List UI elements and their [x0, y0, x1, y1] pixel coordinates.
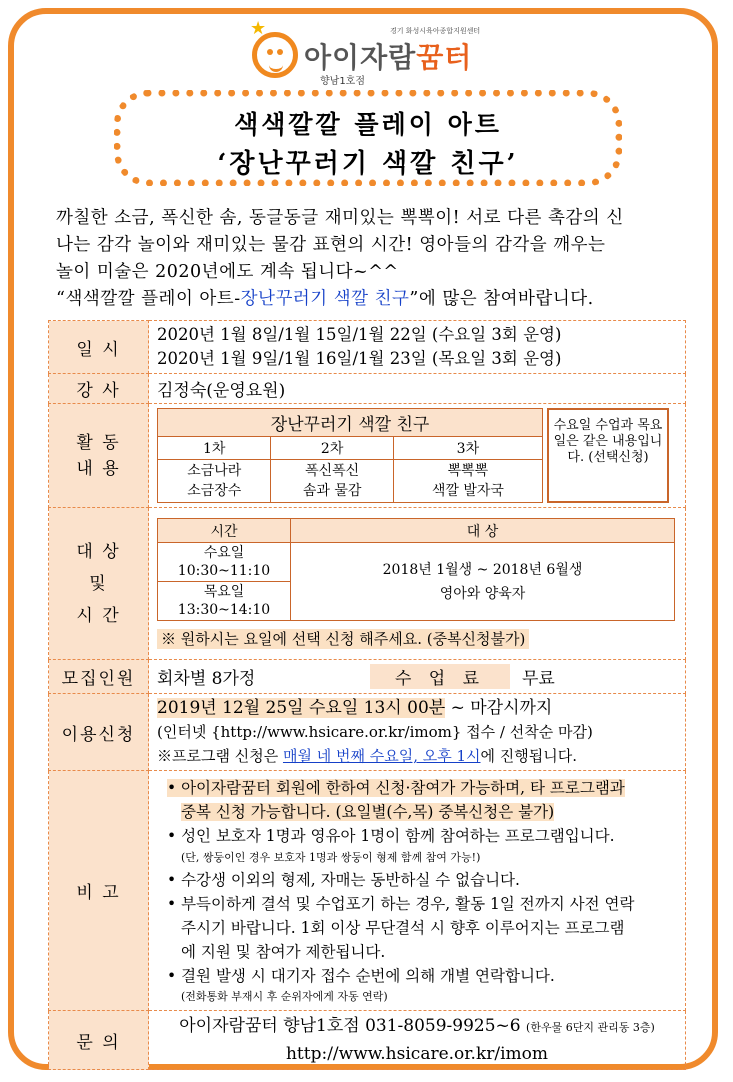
logo-name: 아이자람꿈터: [304, 41, 473, 74]
target-table: [157, 518, 675, 621]
activity-title: 장난꾸러기 색깔 친구: [158, 409, 543, 437]
target-notice: ※ 원하시는 요일에 선택 신청 해주세요. (중복신청불가): [157, 629, 529, 649]
target-cell: [149, 508, 686, 660]
page-title: 색색깔깔 플레이 아트: [234, 110, 502, 139]
title-box: [114, 90, 622, 186]
schedule-value: 2020년 1월 8일/1월 15일/1월 22일 (수요일 3회 운영) 2020년 1월 9일/1월 16일/1월 23일 (목요일 3회 운영): [149, 321, 686, 374]
remarks-label: 비 고: [49, 771, 149, 1011]
instructor-value: 김정숙(운영요원): [149, 374, 686, 404]
program-name-highlight: 장난꾸러기 색깔 친구: [240, 289, 410, 309]
round-3-content: 뽁뽁뽁 색깔 발자국: [393, 460, 542, 503]
target-desc: 2018년 1월생 ~ 2018년 6월생 영아와 양육자: [291, 543, 675, 621]
round-2-head: 2차: [271, 437, 393, 460]
recruit-value: 회차별 8가정: [157, 669, 256, 689]
activity-table: [157, 408, 543, 503]
smiling-face-icon: [252, 32, 298, 78]
apply-date: 2019년 12월 25일 수요일 13시 00분: [157, 698, 446, 718]
activity-cell: [149, 404, 686, 508]
contact-label: 문 의: [49, 1011, 149, 1070]
remarks-cell: • 아이자람꿈터 회원에 한하여 신청·참여가 가능하며, 타 프로그램과 중복 신청 가능합니다. (요일별(수,목) 중복신청은 불가) • 성인 보호자 1명과 영유아 1명이 함께 참여하는 프로그램입니다. (단, 쌍둥이인 경우 보호자 1명과 쌍둥이 형제 함께 참여 가능!) • 수강생 이외의 형제, 자매는 동반하실 수 없습니다. • 부득이하게 결석 및 수업포기 하는 경우, 활동 1일 전까지 사전 연락 주시기 바랍니다. 1회 이상 무단결석 시 향후 이루어지는 프로그램 에 지원 및 참여가 제한됩니다. • 결원 발생 시 대기자 접수 순번에 의해 개별 연락합니다. (전화통화 부재시 후 순위자에게 자동 연락): [149, 771, 686, 1011]
round-3-head: 3차: [393, 437, 542, 460]
apply-label: 이용신청: [49, 694, 149, 771]
contact-phone: 아이자람꿈터 향남1호점 031-8059-9925~6: [179, 1016, 521, 1036]
schedule-label: 일 시: [49, 321, 149, 374]
page-subtitle: ‘장난꾸러기 색깔 친구’: [217, 149, 519, 179]
instructor-label: 강 사: [49, 374, 149, 404]
round-1-head: 1차: [158, 437, 271, 460]
apply-method: (인터넷 {http://www.hsicare.or.kr/imom} 접수 / 선착순 마감): [157, 723, 593, 741]
recruit-cell: [149, 660, 686, 694]
round-1-content: 소금나라 소금장수: [158, 460, 271, 503]
activity-note: 수요일 수업과 목요일은 같은 내용입니다. (선택신청): [547, 408, 669, 503]
logo: [250, 18, 490, 92]
wednesday-time: 수요일 10:30~11:10: [158, 543, 291, 582]
contact-url: http://www.hsicare.or.kr/imom: [285, 1044, 549, 1064]
recruit-label: 모집인원: [49, 660, 149, 694]
star-icon: ★: [250, 18, 267, 39]
time-column-head: 시간: [158, 519, 291, 543]
round-2-content: 폭신폭신 솜과 물감: [271, 460, 393, 503]
logo-org: 경기 화성시육아종합지원센터: [390, 27, 481, 35]
logo-branch: 향남1호점: [320, 76, 366, 87]
target-column-head: 대 상: [291, 519, 675, 543]
apply-schedule-note: ※프로그램 신청은 매월 네 번째 수요일, 오후 1시에 진행됩니다.: [157, 747, 577, 765]
fee-value: 무료: [522, 669, 555, 689]
activity-label: 활 동 내 용: [49, 404, 149, 508]
info-table: [48, 320, 686, 1070]
contact-cell: 아이자람꿈터 향남1호점 031-8059-9925~6 (한우물 6단지 관리동 3층) http://www.hsicare.or.kr/imom: [149, 1011, 686, 1070]
fee-label: 수 업 료: [370, 664, 510, 689]
target-label: 대 상 및 시 간: [49, 508, 149, 660]
intro-text: 까칠한 소금, 폭신한 솜, 동글동글 재미있는 뽁뽁이! 서로 다른 촉감의 신 나는 감각 놀이와 재미있는 물감 표현의 시간! 영아들의 감각을 깨우는 놀이 미술은 2020년에도 계속 됩니다~^^ “색색깔깔 플레이 아트-장난꾸러기 색깔 친구”에 많은 참여바랍니다.: [56, 208, 624, 309]
apply-cell: 2019년 12월 25일 수요일 13시 00분 ~ 마감시까지 (인터넷 {http://www.hsicare.or.kr/imom} 접수 / 선착순 마감) ※프로그램 신청은 매월 네 번째 수요일, 오후 1시에 진행됩니다.: [149, 694, 686, 771]
thursday-time: 목요일 13:30~14:10: [158, 582, 291, 621]
